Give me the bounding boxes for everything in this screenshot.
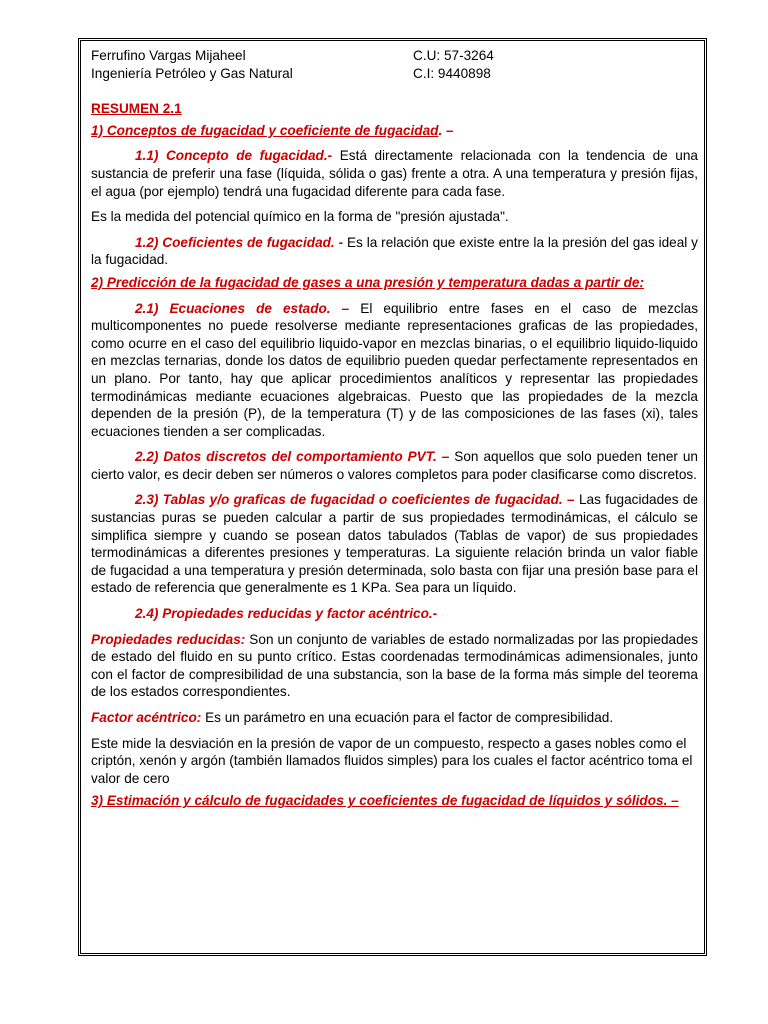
- section-1-heading-text: 1) Conceptos de fugacidad y coeficiente de fugacidad: [91, 122, 439, 138]
- section-2-1-text: El equilibrio entre fases en el caso de mezclas multicomponentes no puede resolverse mediante representaciones graficas de las propiedades, como ocurre en el caso del equilibrio liquido-vapor en mezclas binarias, o el equilibrio liquido-liquido en mezclas ternarias, donde los datos de equilibrio pueden quedar perfectamente representados en un plano. Por tanto, hay que aplicar procedimientos analíticos y representar las propiedades termodinámicas mediante ecuaciones algebraicas. Puesto que las propiedades de la mezcla dependen de la presión (P), de la temperatura (T) y de las composiciones de las fases (xi), tales ecuaciones tienden a ser complicadas.: [91, 300, 698, 439]
- section-2-heading: 2) Predicción de la fugacidad de gases a una presión y temperatura dadas a partir de:: [91, 274, 644, 290]
- section-1-heading-tail: . –: [438, 122, 454, 138]
- section-1-2-text: Es la relación que existe entre la la presión del gas ideal y la fugacidad.: [91, 234, 698, 268]
- section-2-4-heading: 2.4) Propiedades reducidas y factor acéntrico.-: [135, 606, 438, 622]
- section-2-3: [91, 491, 698, 597]
- document-content: [91, 47, 698, 810]
- acentric-factor: [91, 709, 698, 727]
- section-1-1-text: Está directamente relacionada con la tendencia de una sustancia de preferir una fase (líquida, sólida o gas) frente a otra. A una temperatura y presión fijas, el agua (por ejemplo) tendrá una fugacidad diferente para cada fase.: [91, 148, 698, 199]
- section-2-1-heading: 2.1) Ecuaciones de estado. –: [135, 300, 350, 316]
- section-1-heading: [91, 122, 698, 140]
- acentric-factor-extra: Este mide la desviación en la presión de vapor de un compuesto, respecto a gases nobles como el criptón, xenón y argón (también llamados fluidos simples) para los cuales el factor acéntrico toma el valor de cero: [91, 735, 693, 786]
- section-1-1-heading: 1.1) Concepto de fugacidad.-: [135, 148, 333, 164]
- section-2-2-text: Son aquellos que solo pueden tener un cierto valor, es decir deben ser números o valores completos para poder clasificarse como discretos.: [91, 449, 698, 482]
- acentric-factor-label: Factor acéntrico:: [91, 710, 202, 725]
- section-2-3-heading: 2.3) Tablas y/o graficas de fugacidad o coeficientes de fugacidad. –: [135, 492, 575, 508]
- author-name: Ferrufino Vargas Mijaheel: [91, 48, 246, 63]
- section-1-2: [91, 234, 698, 269]
- section-2-2: [91, 448, 698, 483]
- reduced-properties: [91, 631, 698, 701]
- header-row-2: [91, 65, 698, 83]
- section-1-1-extra: Es la medida del potencial químico en la forma de "presión ajustada".: [91, 209, 509, 225]
- section-2-1: [91, 300, 698, 441]
- section-1-1: [91, 147, 698, 200]
- ci-number: C.I: 9440898: [413, 65, 491, 81]
- section-2-2-heading: 2.2) Datos discretos del comportamiento PVT. –: [135, 449, 450, 465]
- acentric-factor-text: Es un parámetro en una ecuación para el factor de compresibilidad.: [201, 710, 614, 725]
- cu-number: C.U: 57-3264: [413, 48, 494, 63]
- reduced-properties-text: Son un conjunto de variables de estado normalizadas por las propiedades de estado del fluido en su punto crítico. Estas coordenadas termodinámicas adimensionales, junto con el factor de compresibilidad de una substancia, son la base de la forma más simple del teorema de los estados correspondientes.: [91, 631, 698, 700]
- career-name: Ingeniería Petróleo y Gas Natural: [91, 65, 293, 81]
- section-2-3-text: Las fugacidades de sustancias puras se pueden calcular a partir de sus propiedades termodinámicas, el cálculo se simplifica siempre y cuando se posean datos tabulados (Tablas de vapor) de sus propiedades termodinámicas a diferentes presiones y temperaturas. La siguiente relación brinda un valor fiable de fugacidad a una temperatura y presión determinada, solo basta con fijar una presión base para el estado de referencia que generalmente es 1 KPa. Sea para un líquido.: [91, 492, 698, 596]
- section-1-2-heading: 1.2) Coeficientes de fugacidad. -: [135, 234, 344, 250]
- resumen-title: RESUMEN 2.1: [91, 101, 182, 117]
- reduced-properties-label: Propiedades reducidas:: [91, 631, 246, 647]
- header-row-1: [91, 47, 698, 65]
- section-3-heading: 3) Estimación y cálculo de fugacidades y coeficientes de fugacidad de líquidos y sólidos. –: [91, 793, 679, 809]
- document-page: [78, 38, 707, 956]
